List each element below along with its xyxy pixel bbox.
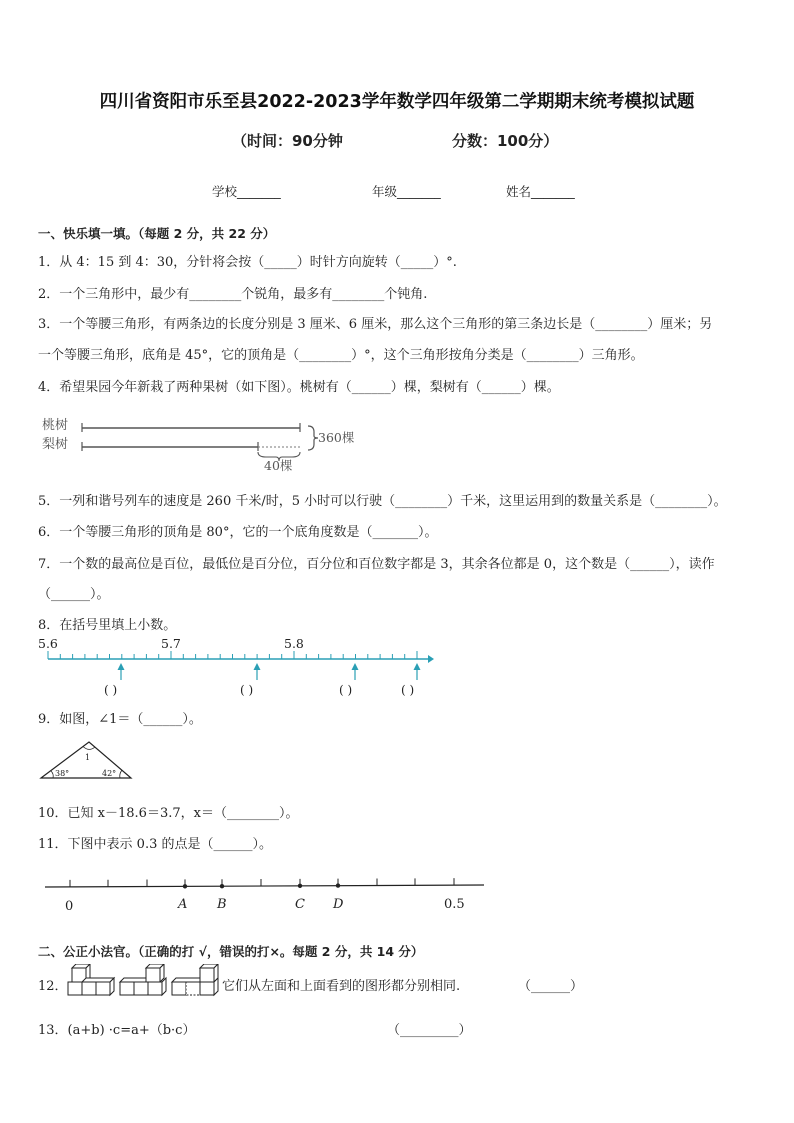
answer-paren-4: ( ) bbox=[401, 683, 415, 697]
label-A: A bbox=[178, 897, 188, 912]
angle-left-arc bbox=[51, 771, 53, 778]
pointer-arrowhead bbox=[118, 663, 125, 670]
question-11: 11．下图中表示 0.3 的点是（______）。 bbox=[38, 837, 272, 852]
label-D: D bbox=[333, 897, 344, 912]
question-7-line2: （______）。 bbox=[38, 587, 110, 602]
tick-label-5.8: 5.8 bbox=[284, 636, 304, 651]
total-label: 360棵 bbox=[318, 430, 355, 445]
answer-paren-2: ( ) bbox=[240, 683, 254, 697]
difference-label: 40棵 bbox=[264, 458, 293, 473]
decimal-number-line bbox=[38, 632, 438, 704]
axis-line bbox=[45, 885, 484, 887]
angle-1-label: 1 bbox=[85, 753, 91, 762]
exam-time: （时间：90分钟 bbox=[232, 132, 343, 150]
angle-left-label: 38° bbox=[55, 769, 70, 778]
number-line-arrowhead bbox=[428, 655, 434, 663]
label-C: C bbox=[295, 897, 305, 912]
tick-label-5.7: 5.7 bbox=[161, 636, 181, 651]
point-A bbox=[183, 884, 187, 888]
question-5: 5．一列和谐号列车的速度是 260 千米/时，5 小时可以行驶（________）千米，这里运用到的数量关系是（________）。 bbox=[38, 494, 727, 509]
grade-field: 年级_______ bbox=[372, 184, 441, 199]
pointer-arrowhead bbox=[414, 663, 421, 670]
question-12-answer-blank: （______） bbox=[518, 979, 584, 994]
section2-heading: 二、公正小法官。（正确的打 √，错误的打×。每题 2 分，共 14 分） bbox=[38, 944, 424, 959]
pointer-arrowhead bbox=[352, 663, 359, 670]
total-brace bbox=[308, 426, 318, 450]
label-zero: 0 bbox=[65, 899, 74, 914]
point-B bbox=[220, 884, 224, 888]
question-12-text: 它们从左面和上面看到的图形都分别相同. bbox=[222, 979, 461, 994]
question-12-number: 12． bbox=[38, 979, 68, 994]
triangle-figure bbox=[38, 738, 138, 784]
pear-label: 梨树 bbox=[42, 437, 69, 452]
angle-right-label: 42° bbox=[102, 769, 117, 778]
question-3-line2: 一个等腰三角形，底角是 45°，它的顶角是（________）°，这个三角形按角分类是（________）三角形。 bbox=[38, 348, 644, 363]
point-C bbox=[298, 884, 302, 888]
cube-figures bbox=[66, 964, 222, 1000]
exam-score: 分数：100分） bbox=[452, 132, 559, 150]
pointer-arrowhead bbox=[254, 663, 261, 670]
question-6: 6．一个等腰三角形的顶角是 80°，它的一个底角度数是（_______）。 bbox=[38, 525, 438, 540]
cube-figure-3 bbox=[172, 964, 218, 995]
cube-figure-1 bbox=[68, 964, 114, 995]
question-1: 1．从 4：15 到 4：30，分针将会按（_____）时针方向旋转（_____）°. bbox=[38, 255, 457, 270]
angle-right-arc bbox=[120, 770, 122, 778]
answer-paren-1: ( ) bbox=[104, 683, 118, 697]
question-3-line1: 3．一个等腰三角形，有两条边的长度分别是 3 厘米、6 厘米，那么这个三角形的第三条边长是（________）厘米；另 bbox=[38, 317, 713, 332]
question-10: 10．已知 x－18.6＝3.7，x＝（________）。 bbox=[38, 806, 299, 821]
question-9: 9．如图，∠1＝（______）。 bbox=[38, 712, 202, 727]
answer-paren-3: ( ) bbox=[339, 683, 353, 697]
question-13: 13．(a+b) ·c=a+（b·c） bbox=[38, 1023, 196, 1038]
question-7-line1: 7．一个数的最高位是百位，最低位是百分位，百分位和百位数字都是 3，其余各位都是 0，这个数是（______），读作 bbox=[38, 557, 715, 572]
question-8: 8．在括号里填上小数。 bbox=[38, 618, 177, 633]
question-2: 2．一个三角形中，最少有________个锐角，最多有________个钝角. bbox=[38, 287, 428, 302]
label-half: 0.5 bbox=[444, 897, 465, 912]
section1-heading: 一、快乐填一填。（每题 2 分，共 22 分） bbox=[38, 226, 276, 241]
point-D bbox=[336, 883, 340, 887]
question-13-answer-blank: （_________） bbox=[387, 1023, 472, 1038]
school-field: 学校_______ bbox=[212, 184, 281, 199]
fruit-tree-diagram bbox=[40, 412, 370, 474]
name-field: 姓名_______ bbox=[506, 184, 575, 199]
peach-label: 桃树 bbox=[42, 418, 69, 433]
angle-1-arc bbox=[83, 747, 95, 750]
point-number-line bbox=[40, 872, 490, 918]
question-4: 4．希望果园今年新栽了两种果树（如下图）。桃树有（______）棵，梨树有（______）棵。 bbox=[38, 380, 560, 395]
page-title: 四川省资阳市乐至县2022-2023学年数学四年级第二学期期末统考模拟试题 bbox=[99, 92, 695, 112]
tick-label-5.6: 5.6 bbox=[38, 636, 58, 651]
label-B: B bbox=[217, 897, 227, 912]
cube-figure-2 bbox=[120, 964, 166, 995]
